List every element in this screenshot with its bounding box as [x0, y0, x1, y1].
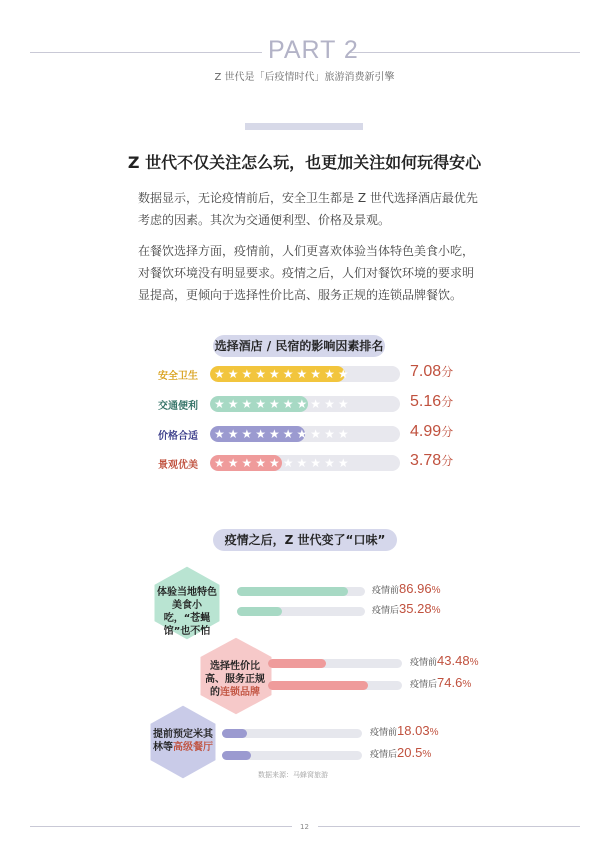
taste-label-text-1-after: 疫情后	[410, 680, 438, 690]
taste-label-text-0-before: 疫情前	[372, 586, 400, 596]
taste-bar-0-after	[237, 607, 365, 616]
group-chain-brand-text	[202, 660, 268, 699]
header-rule-left	[30, 52, 262, 53]
rating-score-1	[410, 393, 453, 411]
taste-bar-fill-1-before	[268, 659, 326, 668]
header-rule-right	[350, 52, 580, 53]
taste-label-0-before	[372, 581, 440, 596]
taste-value-unit-2-before: %	[429, 727, 439, 738]
group-street-food-text: 体验当地特色美食小吃，“苍蝇馆”也不怕	[157, 587, 217, 637]
rating-stars-3: ★★★★★★★★★★	[214, 456, 352, 470]
paragraph-1: 数据显示，无论疫情前后，安全卫生都是 Z 世代选择酒店最优先考虑的因素。其次为交通便利型、价格及景观。	[138, 191, 478, 227]
taste-bar-2-before	[222, 729, 362, 738]
taste-value-unit-0-before: %	[431, 585, 441, 596]
group-fine-dining-text-main: 提前预定米其林等	[153, 729, 213, 753]
taste-label-2-after	[370, 745, 431, 760]
taste-label-1-before	[410, 653, 478, 668]
rating-score-value-1: 5.16	[410, 393, 442, 410]
group-chain-brand-text-main: 选择性价比高、服务正规的	[205, 661, 265, 698]
paragraph-2: 在餐饮选择方面，疫情前，人们更喜欢体验当体特色美食小吃，对餐饮环境没有明显要求。疫情之后，人们对餐饮环境的要求明显提高，更倾向于选择性价比高、服务正规的连锁品牌餐饮。	[138, 244, 475, 302]
taste-value-unit-1-before: %	[469, 657, 479, 668]
rating-score-3	[410, 452, 453, 470]
rating-label-2: 价格合适	[158, 431, 198, 442]
decorative-bar	[245, 123, 363, 130]
taste-bar-1-after	[268, 681, 402, 690]
taste-label-text-2-after: 疫情后	[370, 750, 398, 760]
taste-value-unit-0-after: %	[431, 605, 441, 616]
rating-stars-2: ★★★★★★★★★★	[214, 427, 352, 441]
taste-value-0-before: 86.96%	[399, 581, 441, 596]
group-chain-brand-highlight: 连锁品牌	[220, 687, 260, 698]
rating-track-0	[210, 366, 400, 382]
taste-title: 疫情之后，Z 世代变了“口味”	[213, 529, 397, 551]
taste-value-1-before: 43.48%	[437, 653, 479, 668]
rating-label-1: 交通便利	[158, 401, 198, 412]
rating-stars-0: ★★★★★★★★★★	[214, 367, 352, 381]
taste-value-2-after: 20.5%	[397, 745, 432, 760]
taste-bar-2-after	[222, 751, 362, 760]
taste-value-1-after: 74.6%	[437, 675, 472, 690]
taste-value-0-after: 35.28%	[399, 601, 441, 616]
group-fine-dining-text	[152, 728, 214, 754]
rating-score-value-2: 4.99	[410, 423, 442, 440]
rating-score-unit-3: 分	[441, 454, 454, 468]
rating-score-2	[410, 423, 453, 441]
taste-bar-fill-2-before	[222, 729, 247, 738]
part-title: PART 2	[268, 36, 359, 64]
taste-label-1-after	[410, 675, 471, 690]
rating-score-unit-0: 分	[441, 365, 454, 379]
rating-score-value-3: 3.78	[410, 452, 442, 469]
taste-bar-0-before	[237, 587, 365, 596]
taste-label-text-1-before: 疫情前	[410, 658, 438, 668]
rating-track-2	[210, 426, 400, 442]
taste-bar-fill-2-after	[222, 751, 251, 760]
taste-bar-fill-0-after	[237, 607, 282, 616]
rating-track-3	[210, 455, 400, 471]
group-fine-dining-highlight: 高级餐厅	[173, 742, 213, 753]
page-number: 12	[300, 823, 309, 831]
rating-score-value-0: 7.08	[410, 363, 442, 380]
rating-score-0	[410, 363, 453, 381]
taste-value-unit-1-after: %	[462, 679, 472, 690]
rating-score-unit-1: 分	[441, 395, 454, 409]
taste-value-2-before: 18.03%	[397, 723, 439, 738]
taste-bar-fill-0-before	[237, 587, 348, 596]
section-subtitle: Z 世代是「后疫情时代」旅游消费新引擎	[214, 72, 395, 83]
taste-bar-1-before	[268, 659, 402, 668]
rating-stars-1: ★★★★★★★★★★	[214, 397, 352, 411]
taste-bar-fill-1-after	[268, 681, 368, 690]
rating-track-1	[210, 396, 400, 412]
taste-label-text-2-before: 疫情前	[370, 728, 398, 738]
rating-score-unit-2: 分	[441, 425, 454, 439]
rating-label-3: 景观优美	[158, 460, 198, 471]
taste-label-text-0-after: 疫情后	[372, 606, 400, 616]
page-headline: Z 世代不仅关注怎么玩，也更加关注如何玩得安心	[127, 153, 482, 172]
taste-label-0-after	[372, 601, 440, 616]
ratings-title: 选择酒店 / 民宿的影响因素排名	[213, 335, 385, 357]
taste-value-unit-2-after: %	[422, 749, 432, 760]
rating-label-0: 安全卫生	[158, 371, 198, 382]
data-source: 数据来源：马蜂窝旅游	[258, 771, 328, 779]
taste-label-2-before	[370, 723, 438, 738]
